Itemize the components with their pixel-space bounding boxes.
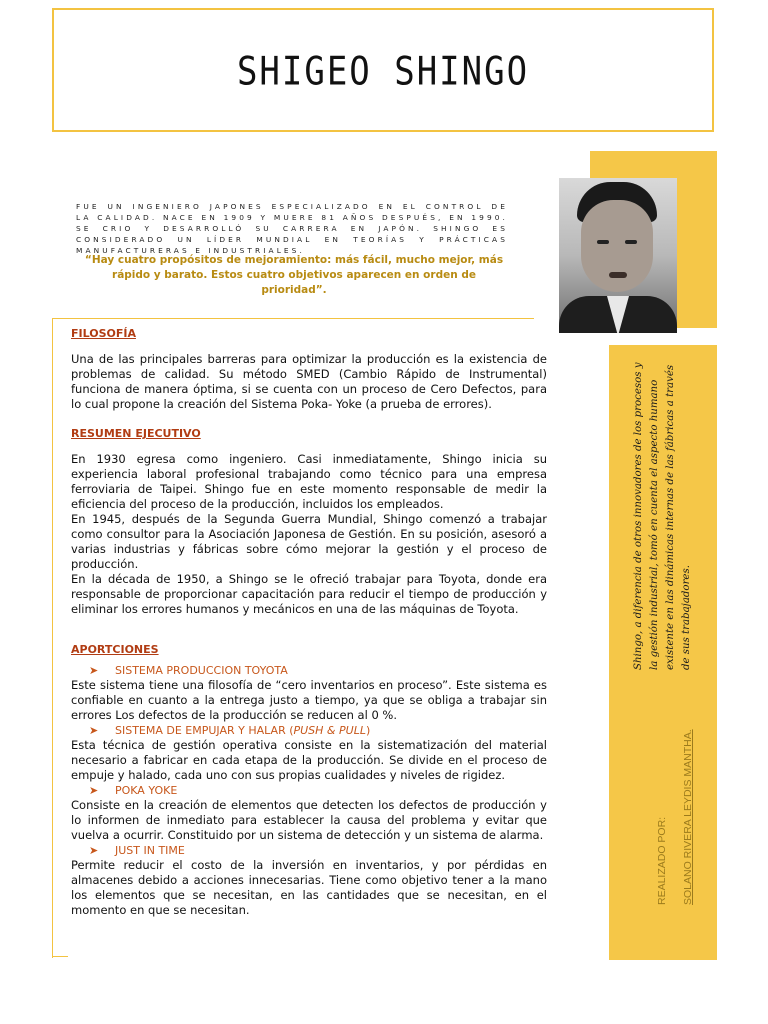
bullet-title: SISTEMA DE EMPUJAR Y HALAR ( xyxy=(115,724,294,737)
bullet-item xyxy=(89,663,547,678)
aportacion-text: Consiste en la creación de elementos que detecten los defectos de producción y lo informen de inmediato para establecer la causa del problema y evitar que vuelva a ocurrir. Constituido por un sistema de detección y un sistema de alarma. xyxy=(71,798,547,842)
author-name: SOLANO RIVERA LEYDIS MANTHA. xyxy=(682,729,694,905)
resumen-paragraph: En la década de 1950, a Shingo se le ofreció trabajar para Toyota, donde era responsable de proporcionar capacitación para reducir el tiempo de producción y eliminar los errores humanos y mecánicos en una de las máquinas de Toyota. xyxy=(71,572,547,616)
bullet-item xyxy=(89,723,547,738)
resumen-paragraph: En 1945, después de la Segunda Guerra Mundial, Shingo comenzó a trabajar como consultor para la Asociación Japonesa de Gestión. En su posición, asesoró a varias industrias y fábricas sobre cómo mejorar la gestión y el proceso de producción. xyxy=(71,512,547,571)
bullet-title: ) xyxy=(365,724,371,737)
author-block xyxy=(649,675,701,905)
main-content xyxy=(71,326,547,918)
bullet-item xyxy=(89,783,547,798)
sidebar-text: Shingo, a diferencia de otros innovadores de los procesos y la gestión industrial, tomó en cuenta el aspecto humano existente en las dinámicas internas de las fábricas a través de sus trabajadores. xyxy=(633,362,692,670)
bullet-title-emphasis: PUSH & PULL xyxy=(293,724,366,737)
bullet-item xyxy=(89,843,547,858)
divider-top xyxy=(52,318,534,319)
resumen-paragraph: En 1930 egresa como ingeniero. Casi inmediatamente, Shingo inicia su experiencia laboral profesional trabajando como técnico para una empresa ferroviaria de Taipei. Shingo fue en este momento responsable de medir la eficiencia del proceso de la producción, incluidos los empleados. xyxy=(71,452,547,511)
arrow-icon: ➤ xyxy=(89,844,99,857)
portrait-photo xyxy=(559,178,677,333)
divider-left xyxy=(52,318,53,958)
bullet-title: JUST IN TIME xyxy=(115,844,185,857)
resumen-heading: RESUMEN EJECUTIVO xyxy=(71,427,201,440)
bullet-title: SISTEMA PRODUCCION TOYOTA xyxy=(115,664,288,677)
filosofia-text: Una de las principales barreras para optimizar la producción es la existencia de problemas de calidad. Su método SMED (Cambio Rápido de Instrumental) funciona de manera óptima, si se cuenta con un proceso de Cero Defectos, para lo cual propone la creación del Sistema Poka- Yoke (a prueba de errores). xyxy=(71,352,547,411)
arrow-icon: ➤ xyxy=(89,784,99,797)
aportacion-text: Esta técnica de gestión operativa consiste en la sistematización del material necesario a fabricar en cada etapa de la producción. Se divide en el proceso de empuje y halado, cada uno con sus propias cualidades y niveles de rigidez. xyxy=(71,738,547,782)
divider-bottom xyxy=(52,956,68,957)
aportacion-text: Permite reducir el costo de la inversión en inventarios, y por pérdidas en almacenes debido a acciones innecesarias. Tiene como objetivo tener a la mano los elementos que se necesitan, en las cantidades que se necesitan, en el momento en que se necesitan. xyxy=(71,858,547,917)
aportacion-text: Este sistema tiene una filosofía de “cero inventarios en proceso”. Este sistema es confiable en cuanto a la entrega justo a tiempo, ya que se obliga a trabajar sin errores Los defectos de la producción se reducen al 0 %. xyxy=(71,678,547,722)
filosofia-heading: FILOSOFÍA xyxy=(71,327,136,340)
bullet-title: POKA YOKE xyxy=(115,784,178,797)
quote: “Hay cuatro propósitos de mejoramiento: más fácil, mucho mejor, más rápido y barato. Estos cuatro objetivos aparecen en orden de prioridad”. xyxy=(84,254,504,296)
arrow-icon: ➤ xyxy=(89,664,99,677)
page-title: SHIGEO SHINGO xyxy=(236,49,530,95)
intro-text: FUE UN INGENIERO JAPONES ESPECIALIZADO EN EL CONTROL DE LA CALIDAD. NACE EN 1909 Y MUERE 81 AÑOS DESPUÉS, EN 1990. SE CRIO Y DESARROLLÓ SU CARRERA EN JAPÓN. SHINGO ES CONSIDERADO UN LÍDER MUNDIAL EN TEORÍAS Y PRÁCTICAS MANUFACTURERAS E INDUSTRIALES. xyxy=(76,202,508,255)
sidebar xyxy=(609,345,717,960)
aportaciones-heading: APORTCIONES xyxy=(71,643,159,656)
author-label: REALIZADO POR: xyxy=(656,816,668,905)
arrow-icon: ➤ xyxy=(89,724,99,737)
title-box xyxy=(52,8,714,132)
